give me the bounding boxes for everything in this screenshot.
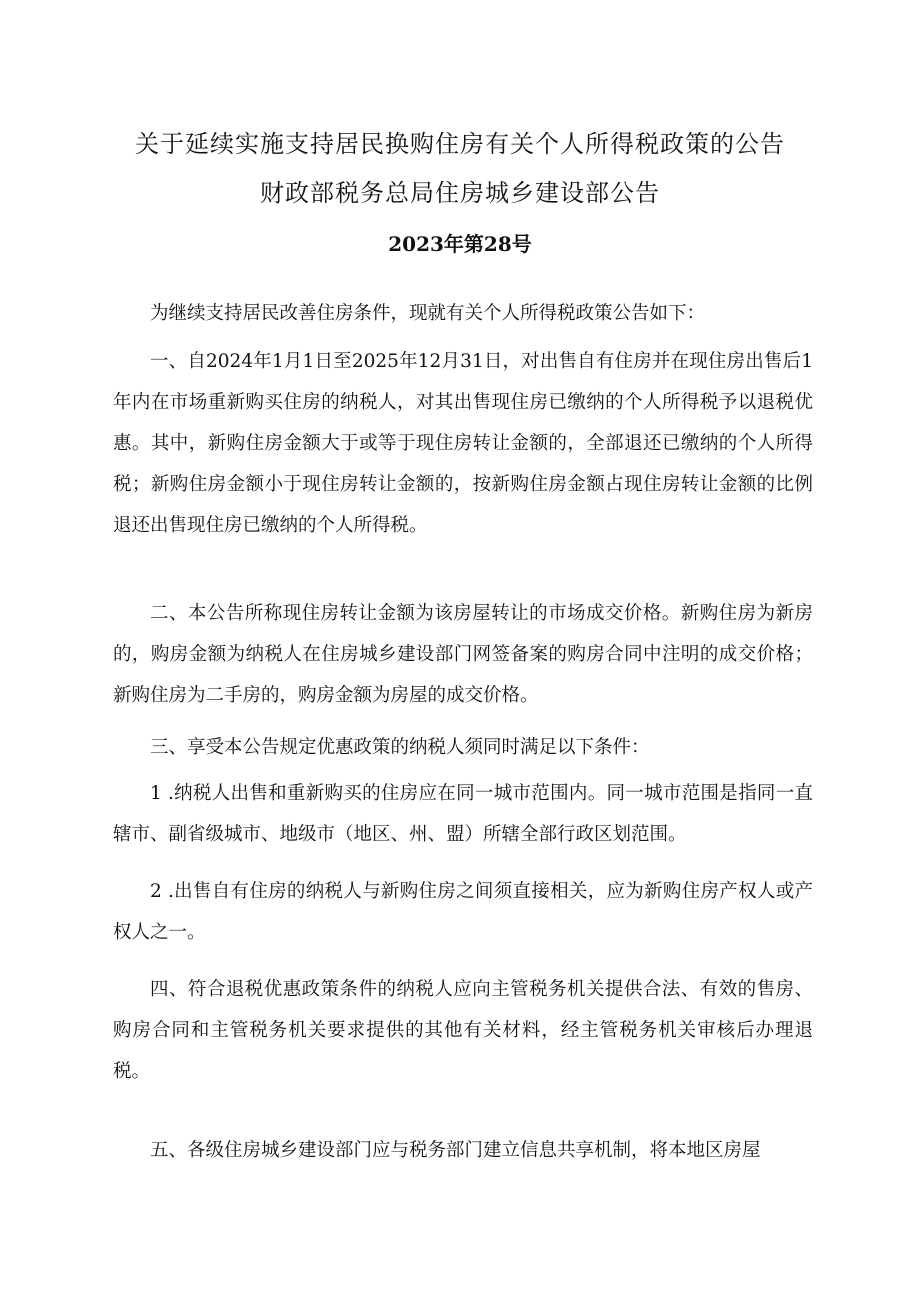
paragraph-article-4: 四、符合退税优惠政策条件的纳税人应向主管税务机关提供合法、有效的售房、购房合同和主管税务机关要求提供的其他有关材料，经主管税务机关审核后办理退税。 [113, 979, 813, 1082]
paragraph-condition-1: 1 .纳税人出售和重新购买的住房应在同一城市范围内。同一城市范围是指同一直辖市、副省级城市、地级市（地区、州、盟）所辖全部行政区划范围。 [113, 783, 813, 845]
paragraph-article-1: 一、自2024年1月1日至2025年12月31日，对出售自有住房并在现住房出售后1年内在市场重新购买住房的纳税人，对其出售现住房已缴纳的个人所得税予以退税优惠。其中，新购住房金额大于或等于现住房转让金额的，全部退还已缴纳的个人所得税；新购住房金额小于现住房转让金额的，按新购住房金额占现住房转让金额的比例退还出售现住房已缴纳的个人所得税。 [113, 351, 813, 536]
paragraph-condition-2: 2 .出售自有住房的纳税人与新购住房之间须直接相关，应为新购住房产权人或产权人之一。 [113, 881, 813, 943]
issuing-authorities: 财政部税务总局住房城乡建设部公告 [260, 179, 660, 207]
document-title: 关于延续实施支持居民换购住房有关个人所得税政策的公告 [135, 130, 785, 158]
paragraph-article-5: 五、各级住房城乡建设部门应与税务部门建立信息共享机制，将本地区房屋 [150, 1140, 761, 1161]
paragraph-article-2: 二、本公告所称现住房转让金额为该房屋转让的市场成交价格。新购住房为新房的，购房金额为纳税人在住房城乡建设部门网签备案的购房合同中注明的成交价格；新购住房为二手房的，购房金额为房屋的成交价格。 [113, 603, 813, 706]
paragraph-intro: 为继续支持居民改善住房条件，现就有关个人所得税政策公告如下： [150, 303, 706, 324]
paragraph-article-3: 三、享受本公告规定优惠政策的纳税人须同时满足以下条件： [150, 737, 650, 758]
document-number: 2023年第28号 [388, 232, 532, 256]
